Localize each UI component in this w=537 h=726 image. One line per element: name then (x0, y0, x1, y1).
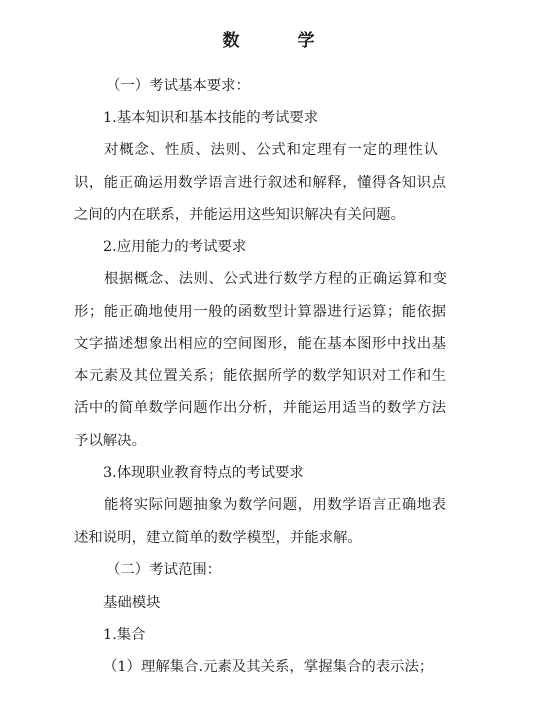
paragraph-line: 述和说明，建立简单的数学模型，并能求解。 (74, 530, 362, 546)
paragraph-line: 之间的内在联系，并能运用这些知识解决有关问题。 (74, 207, 405, 223)
module-heading: 基础模块 (103, 595, 161, 611)
paragraph-line: 形；能正确地使用一般的函数型计算器进行运算；能依据 (74, 304, 446, 320)
topic-heading: 1.集合 (103, 627, 146, 643)
paragraph-line: 文字描述想象出相应的空间图形，能在基本图形中找出基 (74, 336, 446, 352)
paragraph-line: 对概念、性质、法则、公式和定理有一定的理性认 (104, 142, 438, 158)
topic-item: （1）理解集合.元素及其关系，掌握集合的表示法； (103, 659, 434, 675)
subsection-heading-2: 2.应用能力的考试要求 (103, 239, 247, 255)
document-title: 数 学 (222, 31, 341, 51)
section-heading-2: （二）考试范围： (106, 562, 222, 578)
subsection-heading-1: 1.基本知识和基本技能的考试要求 (103, 110, 319, 126)
paragraph-line: 能将实际问题抽象为数学问题，用数学语言正确地表 (104, 497, 446, 513)
section-heading-1: （一）考试基本要求： (106, 78, 250, 94)
paragraph-line: 予以解决。 (74, 433, 146, 449)
subsection-heading-3: 3.体现职业教育特点的考试要求 (103, 465, 304, 481)
paragraph-line: 识，能正确运用数学语言进行叙述和解释，懂得各知识点 (74, 175, 446, 191)
paragraph-line: 活中的简单数学问题作出分析，并能运用适当的数学方法 (74, 400, 446, 416)
paragraph-line: 本元素及其位置关系；能依据所学的数学知识对工作和生 (74, 368, 446, 384)
paragraph-line: 根据概念、法则、公式进行数学方程的正确运算和变 (104, 271, 447, 287)
